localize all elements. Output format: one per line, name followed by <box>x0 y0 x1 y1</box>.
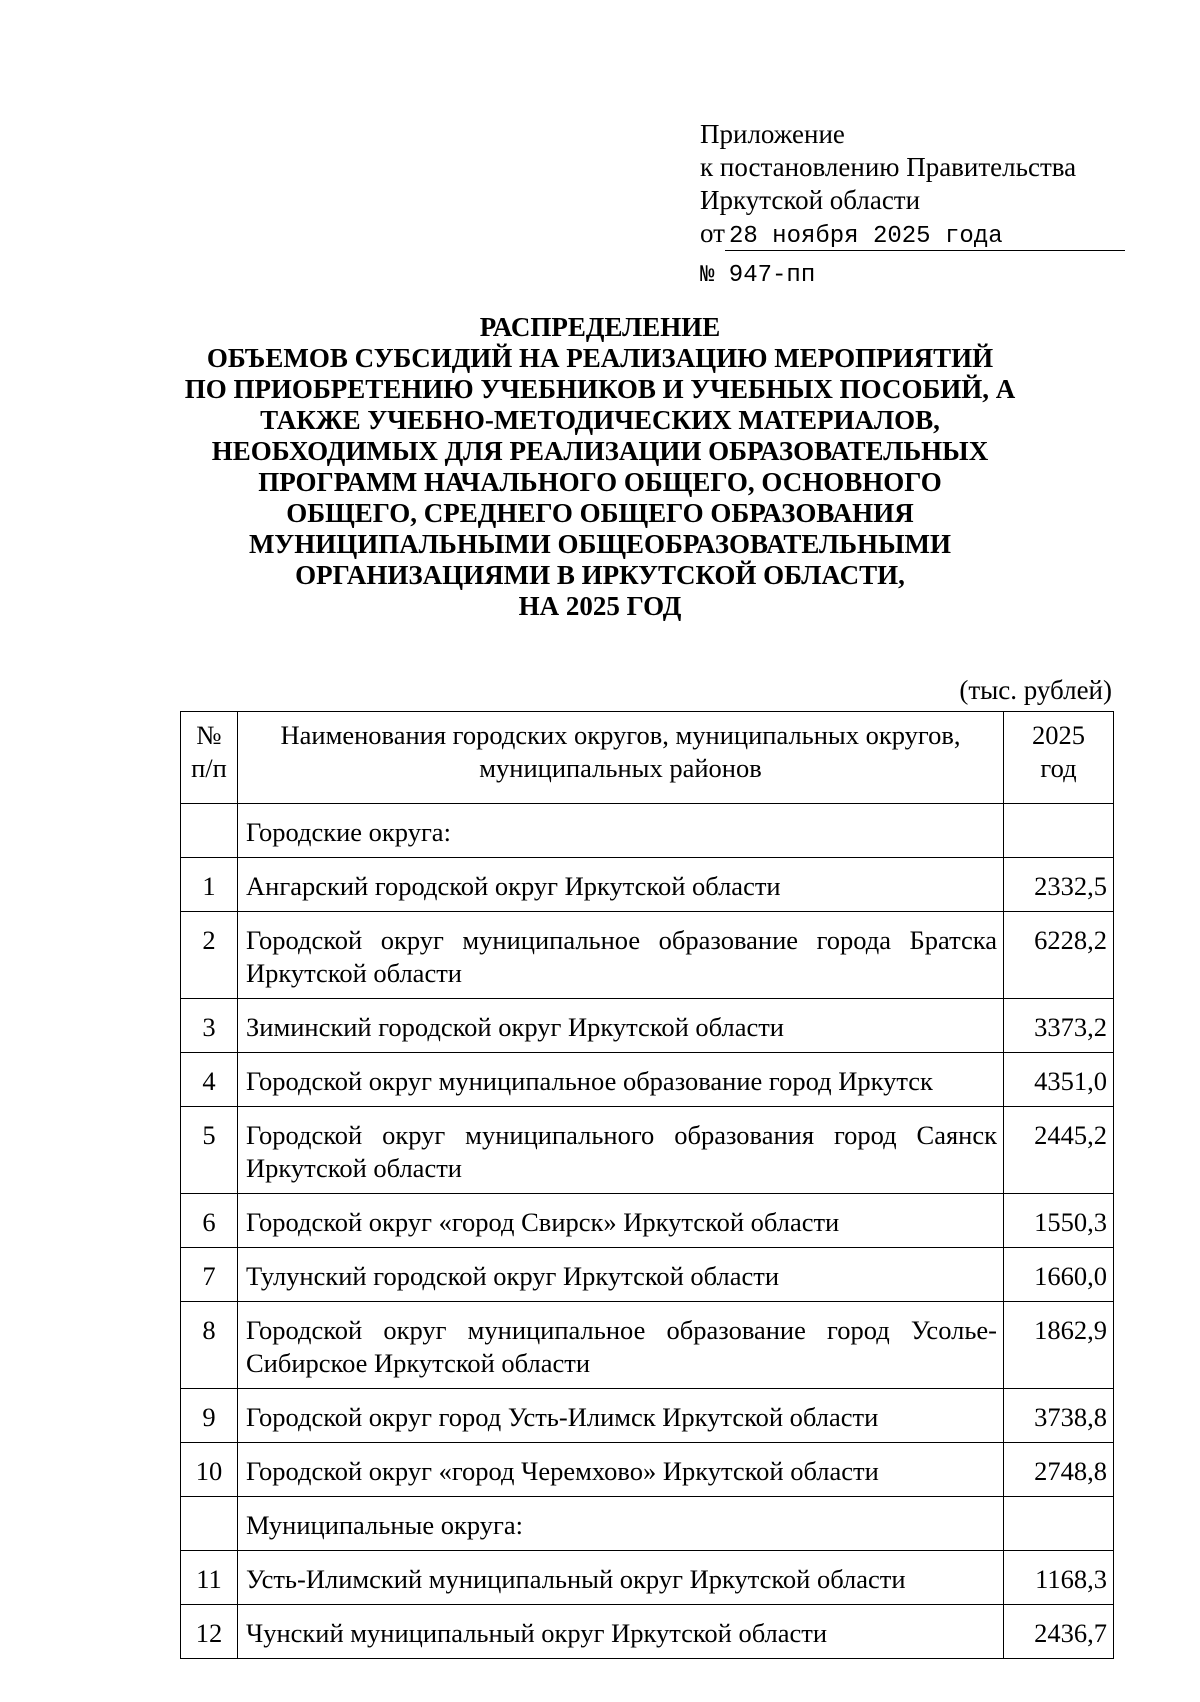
header-number: № п/п <box>181 712 238 804</box>
header-name: Наименования городских округов, муниципальных округов, муниципальных районов <box>238 712 1004 804</box>
row-value-cell: 1660,0 <box>1004 1248 1114 1302</box>
table-row <box>181 1443 1114 1497</box>
appendix-region: Иркутской области <box>700 185 921 215</box>
appendix-label: Приложение <box>700 119 845 149</box>
title-line: ПО ПРИОБРЕТЕНИЮ УЧЕБНИКОВ И УЧЕБНЫХ ПОСОБИЙ, А <box>184 374 1016 404</box>
table-row <box>181 1497 1114 1551</box>
title-line: ОБЩЕГО, СРЕДНЕГО ОБЩЕГО ОБРАЗОВАНИЯ <box>286 498 914 528</box>
row-number-cell: 3 <box>181 999 238 1053</box>
row-value-cell: 4351,0 <box>1004 1053 1114 1107</box>
document-title <box>150 312 1050 622</box>
table-row <box>181 1248 1114 1302</box>
table-row <box>181 999 1114 1053</box>
row-number-cell: 1 <box>181 858 238 912</box>
row-value-cell: 3738,8 <box>1004 1389 1114 1443</box>
row-name-cell: Городской округ город Усть-Илимск Иркутской области <box>238 1389 1004 1443</box>
table-row <box>181 1053 1114 1107</box>
row-value-cell: 2445,2 <box>1004 1107 1114 1194</box>
row-name-cell: Городской округ муниципальное образование города Братска Иркутской области <box>238 912 1004 999</box>
row-number-cell: 5 <box>181 1107 238 1194</box>
header-year: 2025 год <box>1004 712 1114 804</box>
row-number-cell: 11 <box>181 1551 238 1605</box>
row-value-cell: 1168,3 <box>1004 1551 1114 1605</box>
table-row <box>181 804 1114 858</box>
row-name-cell: Чунский муниципальный округ Иркутской области <box>238 1605 1004 1659</box>
row-name-cell: Городской округ муниципального образования город Саянск Иркутской области <box>238 1107 1004 1194</box>
row-number-cell: 10 <box>181 1443 238 1497</box>
table-row <box>181 1194 1114 1248</box>
row-name-cell: Муниципальные округа: <box>238 1497 1004 1551</box>
row-value-cell <box>1004 804 1114 858</box>
row-number-cell: 8 <box>181 1302 238 1389</box>
row-value-cell: 1550,3 <box>1004 1194 1114 1248</box>
row-value-cell: 2748,8 <box>1004 1443 1114 1497</box>
appendix-date-line <box>700 217 1125 251</box>
title-line: РАСПРЕДЕЛЕНИЕ <box>479 312 721 342</box>
row-value-cell: 6228,2 <box>1004 912 1114 999</box>
row-number-cell: 2 <box>181 912 238 999</box>
row-name-cell: Городской округ «город Свирск» Иркутской области <box>238 1194 1004 1248</box>
row-value-cell: 2436,7 <box>1004 1605 1114 1659</box>
appendix-resolution: к постановлению Правительства <box>700 152 1077 182</box>
table-row <box>181 912 1114 999</box>
row-name-cell: Усть-Илимский муниципальный округ Иркутской области <box>238 1551 1004 1605</box>
row-name-cell: Городские округа: <box>238 804 1004 858</box>
table-row <box>181 1551 1114 1605</box>
title-line: ТАКЖЕ УЧЕБНО-МЕТОДИЧЕСКИХ МАТЕРИАЛОВ, <box>260 405 940 435</box>
row-value-cell <box>1004 1497 1114 1551</box>
resolution-date: 28 ноября 2025 года <box>725 224 1125 251</box>
row-number-cell <box>181 1497 238 1551</box>
table-header-row <box>181 712 1114 804</box>
row-number-cell: 12 <box>181 1605 238 1659</box>
table-row <box>181 1107 1114 1194</box>
title-line: НА 2025 ГОД <box>518 591 682 621</box>
row-number-cell: 4 <box>181 1053 238 1107</box>
units-note: (тыс. рублей) <box>959 675 1112 705</box>
title-line: НЕОБХОДИМЫХ ДЛЯ РЕАЛИЗАЦИИ ОБРАЗОВАТЕЛЬНЫХ <box>211 436 989 466</box>
row-number-cell: 9 <box>181 1389 238 1443</box>
title-line: ПРОГРАММ НАЧАЛЬНОГО ОБЩЕГО, ОСНОВНОГО <box>258 467 942 497</box>
row-value-cell: 3373,2 <box>1004 999 1114 1053</box>
row-name-cell: Тулунский городской округ Иркутской области <box>238 1248 1004 1302</box>
appendix-block <box>700 118 1125 292</box>
row-name-cell: Ангарский городской округ Иркутской области <box>238 858 1004 912</box>
resolution-number: № 947-пп <box>700 262 816 289</box>
row-value-cell: 2332,5 <box>1004 858 1114 912</box>
row-name-cell: Городской округ «город Черемхово» Иркутской области <box>238 1443 1004 1497</box>
row-name-cell: Городской округ муниципальное образование город Усолье-Сибирское Иркутской области <box>238 1302 1004 1389</box>
row-number-cell <box>181 804 238 858</box>
table-row <box>181 1302 1114 1389</box>
table-row <box>181 1605 1114 1659</box>
table-row <box>181 858 1114 912</box>
row-number-cell: 6 <box>181 1194 238 1248</box>
row-name-cell: Городской округ муниципальное образование город Иркутск <box>238 1053 1004 1107</box>
title-line: ОРГАНИЗАЦИЯМИ В ИРКУТСКОЙ ОБЛАСТИ, <box>295 560 905 590</box>
title-line: ОБЪЕМОВ СУБСИДИЙ НА РЕАЛИЗАЦИЮ МЕРОПРИЯТИЙ <box>206 343 994 373</box>
subsidy-table <box>180 711 1114 1659</box>
table-row <box>181 1389 1114 1443</box>
title-line: МУНИЦИПАЛЬНЫМИ ОБЩЕОБРАЗОВАТЕЛЬНЫМИ <box>248 529 952 559</box>
row-number-cell: 7 <box>181 1248 238 1302</box>
row-name-cell: Зиминский городской округ Иркутской области <box>238 999 1004 1053</box>
date-prefix: от <box>700 218 725 248</box>
row-value-cell: 1862,9 <box>1004 1302 1114 1389</box>
